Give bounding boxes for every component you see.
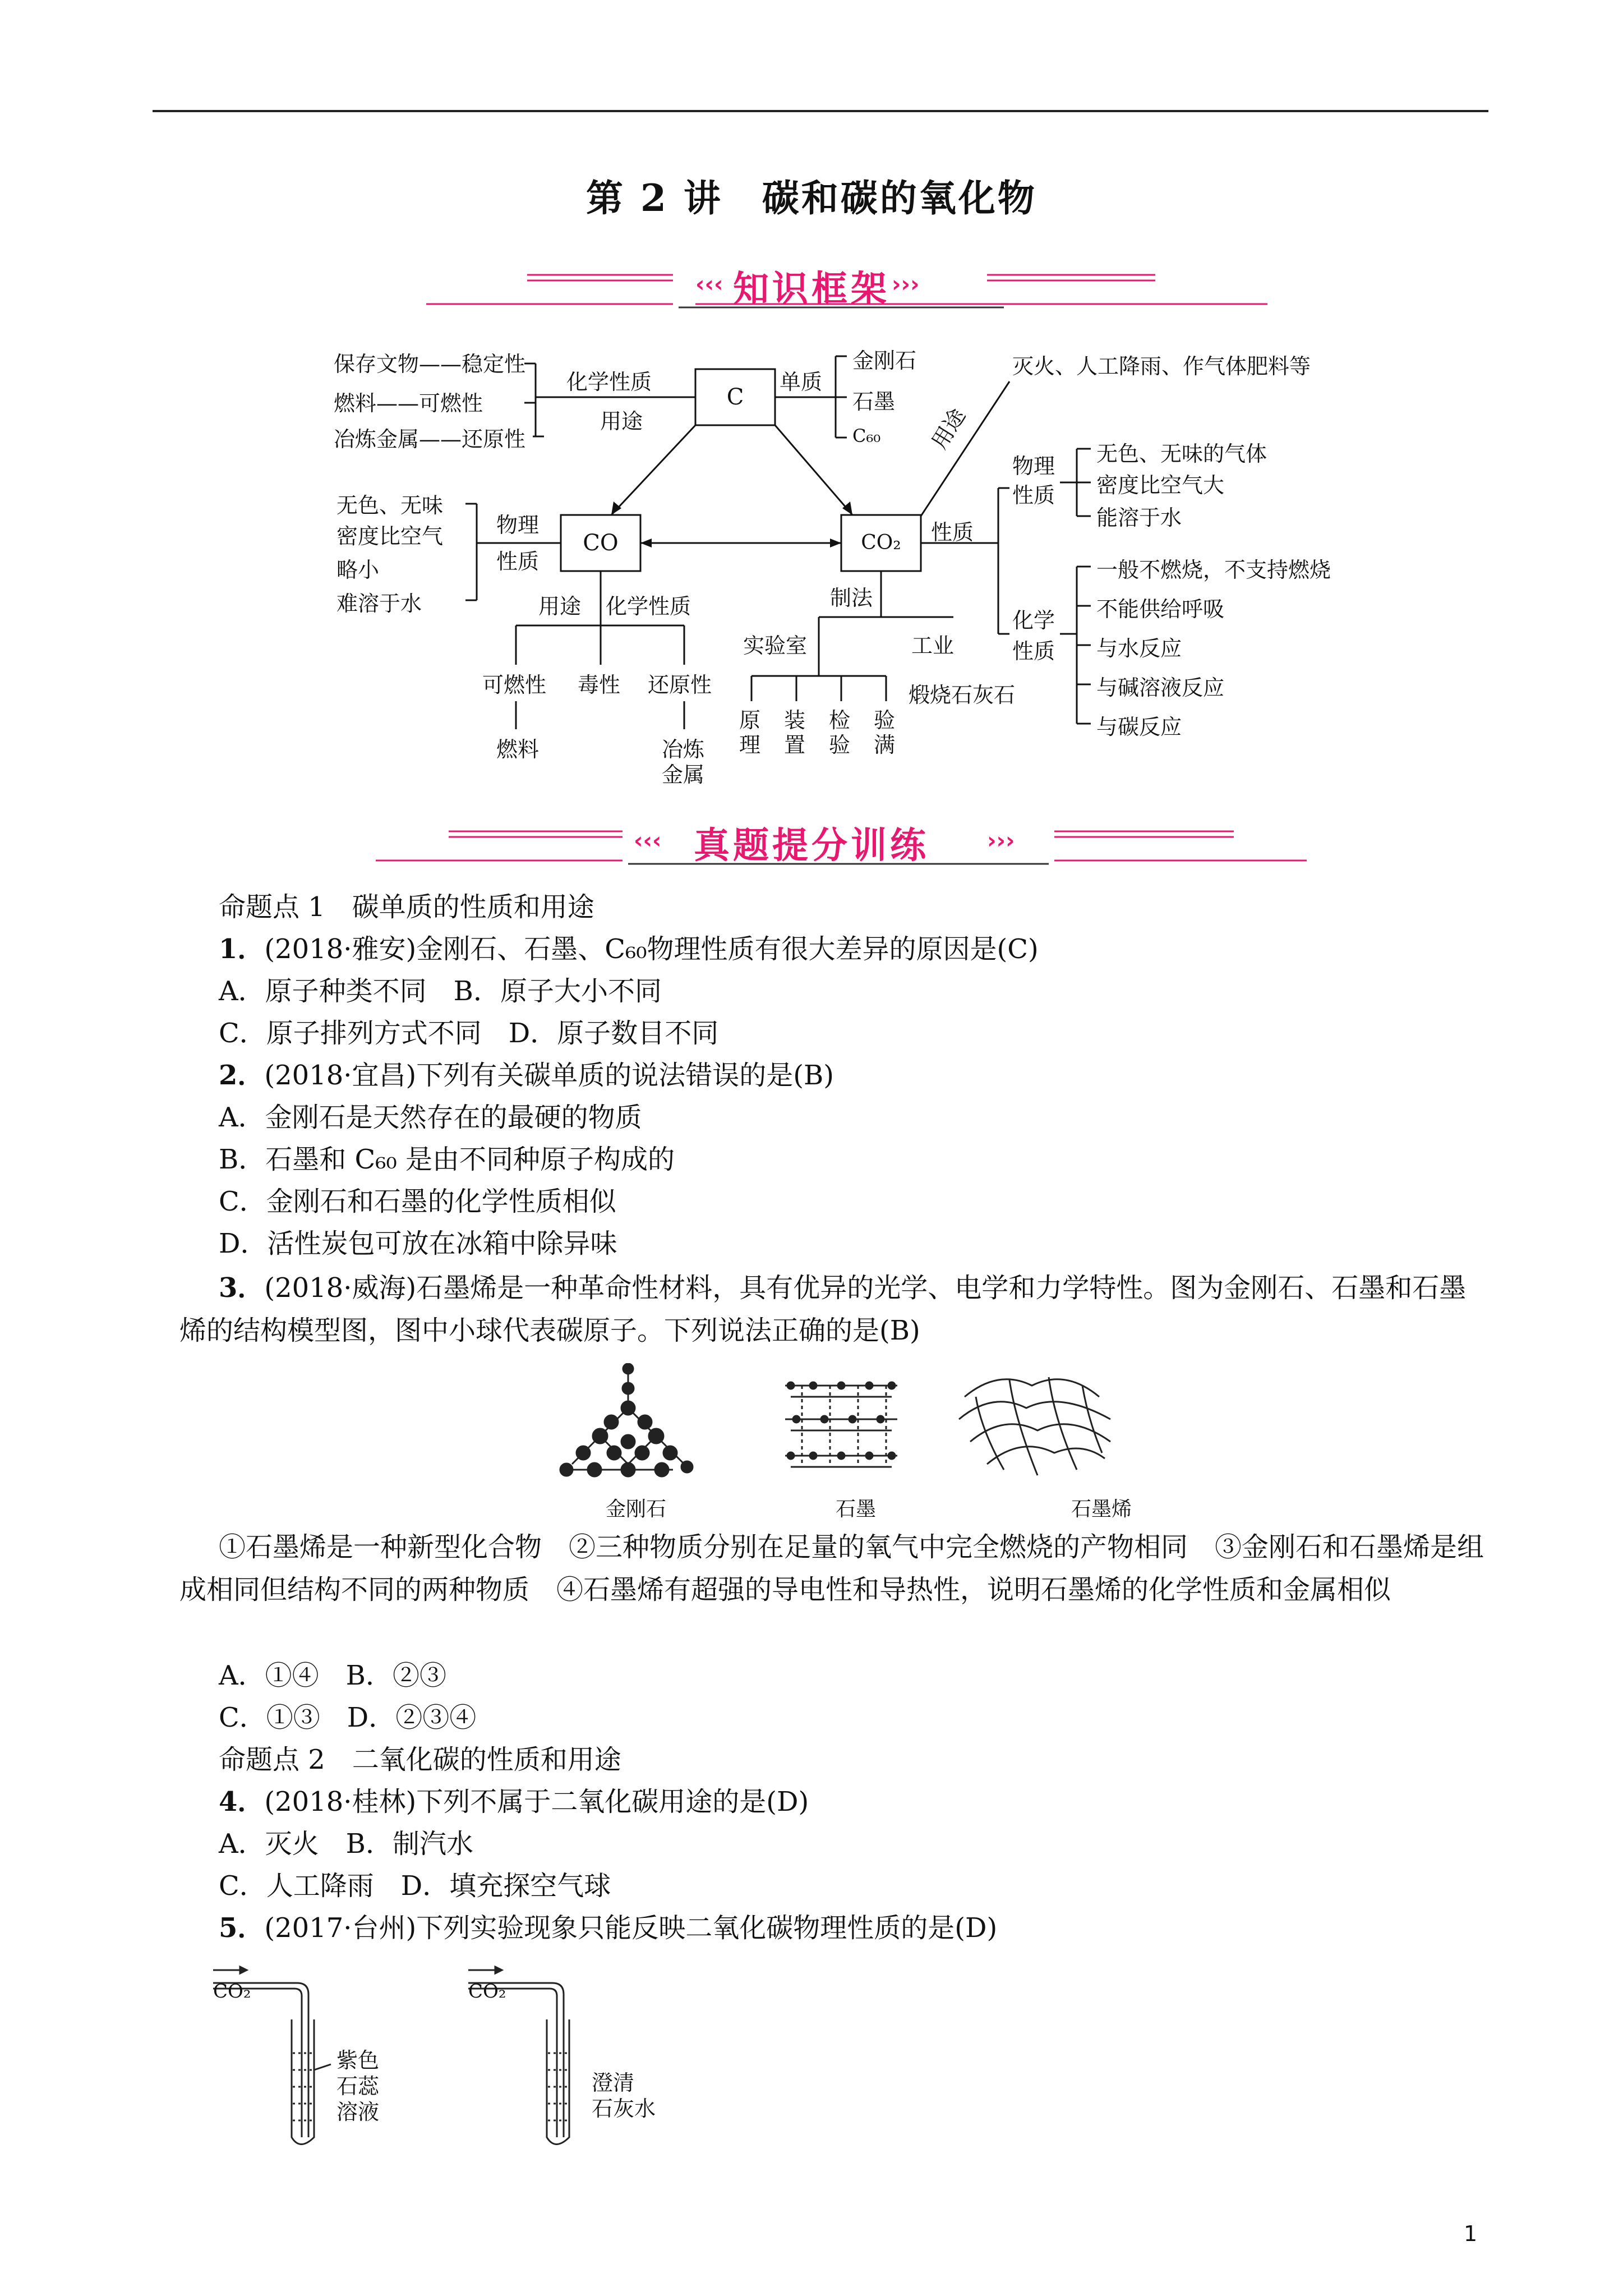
- question-text: (2018·雅安)金刚石、石墨、C₆₀物理性质有很大差异的原因是(C): [264, 933, 1039, 965]
- co-use-label: 用途: [538, 594, 582, 619]
- co2-chem-label-1: 化学: [1012, 608, 1055, 633]
- allotrope-diamond: 金刚石: [852, 348, 917, 373]
- tube1-solution-label: [336, 2047, 379, 2125]
- co2-uses: 灭火、人工降雨、作气体肥料等: [1012, 354, 1311, 379]
- co-use-fuel: 燃料: [496, 737, 540, 762]
- question-text: (2017·台州)下列实验现象只能反映二氧化碳物理性质的是(D): [264, 1912, 998, 1944]
- q1-options-cd: C．原子排列方式不同 D．原子数目不同: [219, 1018, 719, 1049]
- caption-diamond: 金刚石: [606, 1498, 667, 1521]
- c-simple-label: 单质: [780, 370, 823, 394]
- question-2: [219, 1055, 834, 1096]
- tube2-gas-label: CO₂: [468, 1980, 506, 2003]
- page-title: 第 2 讲 碳和碳的氧化物: [586, 176, 1037, 220]
- co-prop-reducing: 还原性: [648, 673, 712, 697]
- co2-chem-1: 一般不燃烧，不支持燃烧: [1096, 558, 1331, 582]
- q3-statements: ①石墨烯是一种新型化合物 ②三种物质分别在足量的氧气中完全燃烧的产物相同 ③金刚石和石墨烯是组成相同但结构不同的两种物质 ④石墨烯有超强的导电性和导热性，说明石墨烯的化学性质和金属相似: [179, 1531, 1484, 1605]
- co-phys-label-1: 物理: [496, 513, 540, 537]
- co-use-smelting-1: 冶炼: [662, 737, 705, 762]
- svg-text:‹‹‹: ‹‹‹: [634, 828, 662, 854]
- c-use-label: 用途: [600, 409, 643, 434]
- co-use-smelting-2: 金属: [662, 762, 705, 787]
- topic-1-heading: 命题点 1 碳单质的性质和用途: [219, 891, 594, 923]
- svg-text:›››: ›››: [987, 828, 1015, 854]
- co2-phys-label-1: 物理: [1012, 454, 1055, 478]
- q2-option-c: C．金刚石和石墨的化学性质相似: [219, 1186, 616, 1217]
- caption-graphite: 石墨: [836, 1498, 877, 1521]
- co-chem-label: 化学性质: [606, 594, 691, 619]
- co2-lab-principle: 原理: [739, 708, 761, 757]
- q4-options-cd: C．人工降雨 D．填充探空气球: [219, 1870, 611, 1902]
- co-prop-combustible: 可燃性: [482, 673, 547, 697]
- co2-phys-label-2: 性质: [1012, 483, 1055, 508]
- co-phys-2: 密度比空气: [336, 524, 444, 549]
- co-phys-1: 无色、无味: [336, 493, 444, 518]
- tube2-label-line: 澄清: [592, 2070, 635, 2095]
- svg-text:›››: ›››: [892, 272, 920, 297]
- banner-title: 知识框架: [733, 269, 890, 310]
- c-box-label: C: [726, 384, 744, 410]
- svg-text:‹‹‹: ‹‹‹: [695, 272, 723, 297]
- co2-use-label: 用途: [926, 404, 971, 454]
- co2-lab-full: 验满: [874, 708, 896, 757]
- page-number: 1: [1464, 2221, 1478, 2246]
- graphite-model: [785, 1382, 897, 1467]
- q3-options-cd: C．①③ D．②③④: [219, 1702, 477, 1733]
- q2-option-a: A．金刚石是天然存在的最硬的物质: [219, 1102, 642, 1133]
- question-text: (2018·桂林)下列不属于二氧化碳用途的是(D): [264, 1786, 809, 1818]
- question-number: 2．: [219, 1060, 265, 1091]
- question-number: 5．: [219, 1912, 265, 1944]
- co2-lab-test: 检验: [829, 708, 851, 757]
- co2-chem-label-2: 性质: [1012, 639, 1055, 664]
- co2-ind-method: 煅烧石灰石: [909, 683, 1016, 707]
- q4-options-ab: A．灭火 B．制汽水: [219, 1828, 473, 1860]
- question-number: 3．: [219, 1272, 265, 1304]
- c-use-1: 保存文物——稳定性: [334, 352, 526, 376]
- tube1-label-line: 溶液: [336, 2100, 380, 2124]
- c-chem-label: 化学性质: [566, 370, 652, 394]
- allotrope-c60: C₆₀: [852, 425, 881, 447]
- tube1-label-line: 紫色: [336, 2048, 380, 2073]
- carbon-structure-models: [550, 1363, 1166, 1492]
- tube2-solution-label: [592, 2070, 656, 2122]
- co-box-label: CO: [583, 530, 619, 556]
- tube1-label-line: 石蕊: [336, 2074, 380, 2099]
- tube2-label-line: 石灰水: [592, 2096, 656, 2121]
- co2-lab-label: 实验室: [743, 633, 808, 658]
- q2-option-b: B．石墨和 C₆₀ 是由不同种原子构成的: [219, 1144, 675, 1175]
- q3-options-ab: A．①④ B．②③: [219, 1660, 446, 1691]
- question-number: 1．: [219, 933, 265, 965]
- co-phys-3: 略小: [336, 558, 380, 582]
- caption-graphene: 石墨烯: [1071, 1498, 1132, 1521]
- co2-prop-label: 性质: [931, 520, 974, 545]
- co-phys-label-2: 性质: [496, 549, 540, 574]
- c-use-3: 冶炼金属——还原性: [334, 427, 526, 452]
- c-use-2: 燃料——可燃性: [334, 391, 483, 416]
- question-4: [219, 1781, 809, 1823]
- co2-phys-1: 无色、无味的气体: [1096, 441, 1267, 466]
- question-text: (2018·威海)石墨烯是一种革命性材料，具有优异的光学、电学和力学特性。图为金刚石、石墨和石墨烯的结构模型图，图中小球代表碳原子。下列说法正确的是(B): [179, 1272, 1467, 1346]
- allotrope-graphite: 石墨: [852, 389, 896, 414]
- co2-chem-4: 与碱溶液反应: [1096, 675, 1225, 700]
- co2-lab-apparatus: 装置: [784, 708, 806, 757]
- diagram-arrowheads: [611, 501, 852, 547]
- question-3: [179, 1267, 1486, 1352]
- topic-2-heading: 命题点 2 二氧化碳的性质和用途: [219, 1744, 621, 1775]
- co2-chem-3: 与水反应: [1096, 636, 1182, 661]
- co2-chem-5: 与碳反应: [1096, 715, 1182, 739]
- q1-options-ab: A．原子种类不同 B．原子大小不同: [219, 976, 662, 1007]
- diamond-model: [560, 1364, 693, 1476]
- graphene-model: [959, 1377, 1110, 1475]
- q5-test-tubes: [202, 1958, 707, 2160]
- co2-phys-2: 密度比空气大: [1096, 473, 1225, 498]
- banner-title: 真题提分训练: [694, 825, 929, 867]
- co2-box-label: CO₂: [861, 531, 901, 554]
- question-1: [219, 928, 1039, 970]
- co2-phys-3: 能溶于水: [1096, 505, 1182, 530]
- q2-option-d: D．活性炭包可放在冰箱中除异味: [219, 1228, 617, 1259]
- question-5: [219, 1907, 997, 1949]
- question-text: (2018·宜昌)下列有关碳单质的说法错误的是(B): [264, 1060, 834, 1091]
- co2-ind-label: 工业: [911, 633, 955, 658]
- co-prop-toxic: 毒性: [578, 673, 621, 697]
- co2-chem-2: 不能供给呼吸: [1096, 597, 1225, 622]
- question-number: 4．: [219, 1786, 265, 1818]
- co2-prep-label: 制法: [830, 586, 873, 610]
- tube1-gas-label: CO₂: [213, 1980, 251, 2003]
- section-banner-practice: [0, 815, 1623, 865]
- co-phys-4: 难溶于水: [336, 591, 422, 616]
